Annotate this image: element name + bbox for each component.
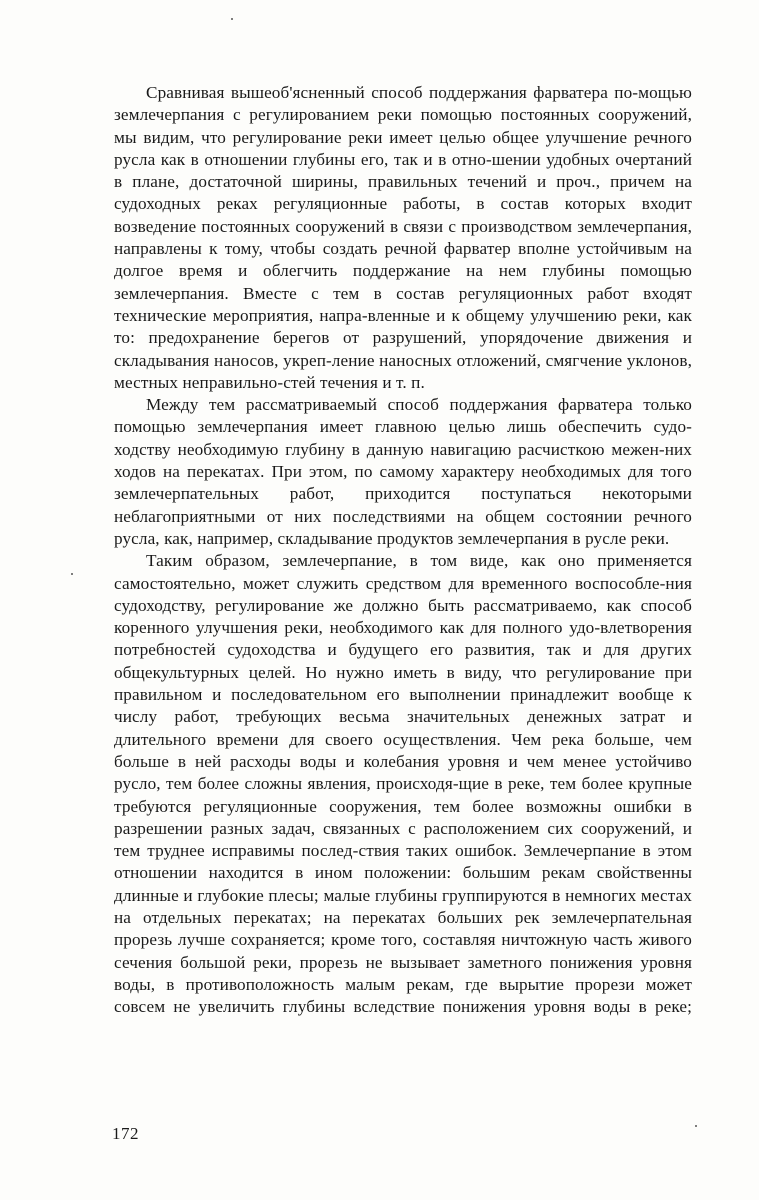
scan-speck: [231, 18, 233, 20]
scan-speck: [695, 1125, 697, 1127]
paragraph: Между тем рассматриваемый способ поддержания фарватера только помощью землечерпания имеет главною целью лишь обеспечить судо-ходству необходимую глубину в данную навигацию расчисткою межен-них ходов на перекатах. При этом, по самому характеру необходимых для того землечерпательных работ, приходится поступаться некоторыми неблагоприятными от них последствиями на общем состоянии речного русла, как, например, складывание продуктов землечерпания в русле реки.: [114, 395, 692, 548]
paragraph: Таким образом, землечерпание, в том виде, как оно применяется самостоятельно, может служить средством для временного воспособле-ния судоходству, регулирование же должно быть рассматриваемо, как способ коренного улучшения реки, необходимого как для полного удо-влетворения потребностей судоходства и будущего его развития, так и для других общекультурных целей. Но нужно иметь в виду, что регулирование при правильном и последовательном его выполнении принадлежит вообще к числу работ, требующих весьма значительных денежных затрат и длительного времени для своего осуществления. Чем река больше, чем больше в ней расходы воды и колебания уровня и чем менее устойчиво русло, тем более сложны явления, происходя-щие в реке, тем более крупные требуются регуляционные сооружения, тем более возможны ошибки в разрешении разных задач, связанных с расположением сих сооружений, и тем труднее исправимы послед-ствия таких ошибок. Землечерпание в этом отношении находится в ином положении: большим рекам свойственны длинные и глубокие плесы; малые глубины группируются в немногих местах на отдельных перекатах; на перекатах больших рек землечерпательная прорезь лучше сохраняется; кроме того, составляя ничтожную часть живого сечения большой реки, прорезь не вызывает заметного понижения уровня воды, в противоположность малым рекам, где вырытие прорези может совсем не увеличить глубины вследствие понижения уровня воды в реке;: [114, 551, 692, 1017]
page-number: 172: [112, 1124, 139, 1143]
paragraph: Сравнивая вышеоб'ясненный способ поддержания фарватера по-мощью землечерпания с регулированием реки помощью постоянных сооружений, мы видим, что регулирование реки имеет целью общее улучшение речного русла как в отношении глубины его, так и в отно-шении удобных очертаний в плане, достаточной ширины, правильных течений и проч., причем на судоходных реках регуляционные работы, в состав которых входит возведение постоянных сооружений в связи с производством землечерпания, направлены к тому, чтобы создать речной фарватер вполне устойчивым на долгое время и облегчить поддержание на нем глубины помощью землечерпания. Вместе с тем в состав регуляционных работ входят технические мероприятия, напра-вленные и к общему улучшению реки, как то: предохранение берегов от разрушений, упорядочение движения и складывания наносов, укреп-ление наносных отложений, смягчение уклонов, местных неправильно-стей течения и т. п.: [114, 83, 692, 392]
scan-speck: [71, 573, 73, 575]
body-text: [114, 82, 692, 1018]
